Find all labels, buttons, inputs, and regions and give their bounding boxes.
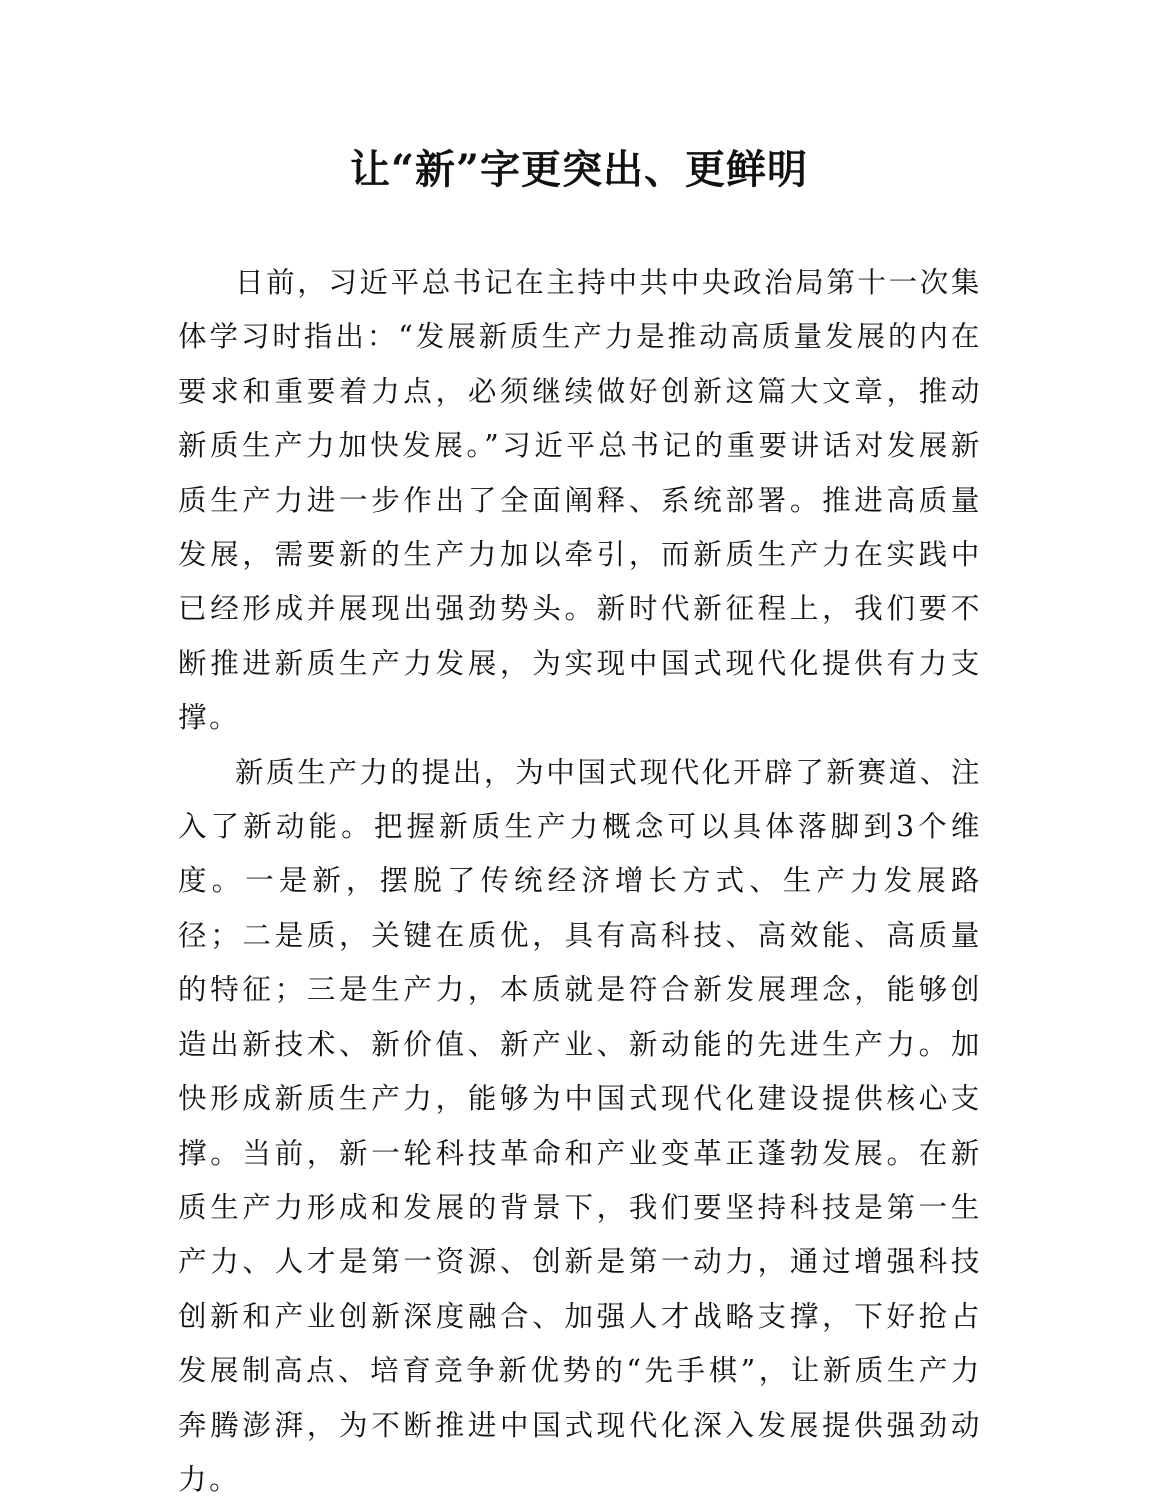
article-paragraph-1: 日前，习近平总书记在主持中共中央政治局第十一次集体学习时指出：“发展新质生产力是推动高质量发展的内在要求和重要着力点，必须继续做好创新这篇大文章，推动新质生产力加快发展。”习近平总书记的重要讲话对发展新质生产力进一步作出了全面阐释、系统部署。推进高质量发展，需要新的生产力加以牵引，而新质生产力在实践中已经形成并展现出强劲势头。新时代新征程上，我们要不断推进新质生产力发展，为实现中国式现代化提供有力支撑。 xyxy=(178,266,982,735)
article-title: 让“新”字更突出、更鲜明 xyxy=(349,146,808,193)
article-paragraph-2: 新质生产力的提出，为中国式现代化开辟了新赛道、注入了新动能。把握新质生产力概念可以具体落脚到3个维度。一是新，摆脱了传统经济增长方式、生产力发展路径；二是质，关键在质优，具有高科技、高效能、高质量的特征；三是生产力，本质就是符合新发展理念，能够创造出新技术、新价值、新产业、新动能的先进生产力。加快形成新质生产力，能够为中国式现代化建设提供核心支撑。当前，新一轮科技革命和产业变革正蓬勃发展。在新质生产力形成和发展的背景下，我们要坚持科技是第一生产力、人才是第一资源、创新是第一动力，通过增强科技创新和产业创新深度融合、加强人才战略支撑，下好抢占发展制高点、培育竞争新优势的“先手棋”，让新质生产力奔腾澎湃，为不断推进中国式现代化深入发展提供强劲动力。 xyxy=(178,755,982,1496)
article-body xyxy=(178,256,982,1507)
